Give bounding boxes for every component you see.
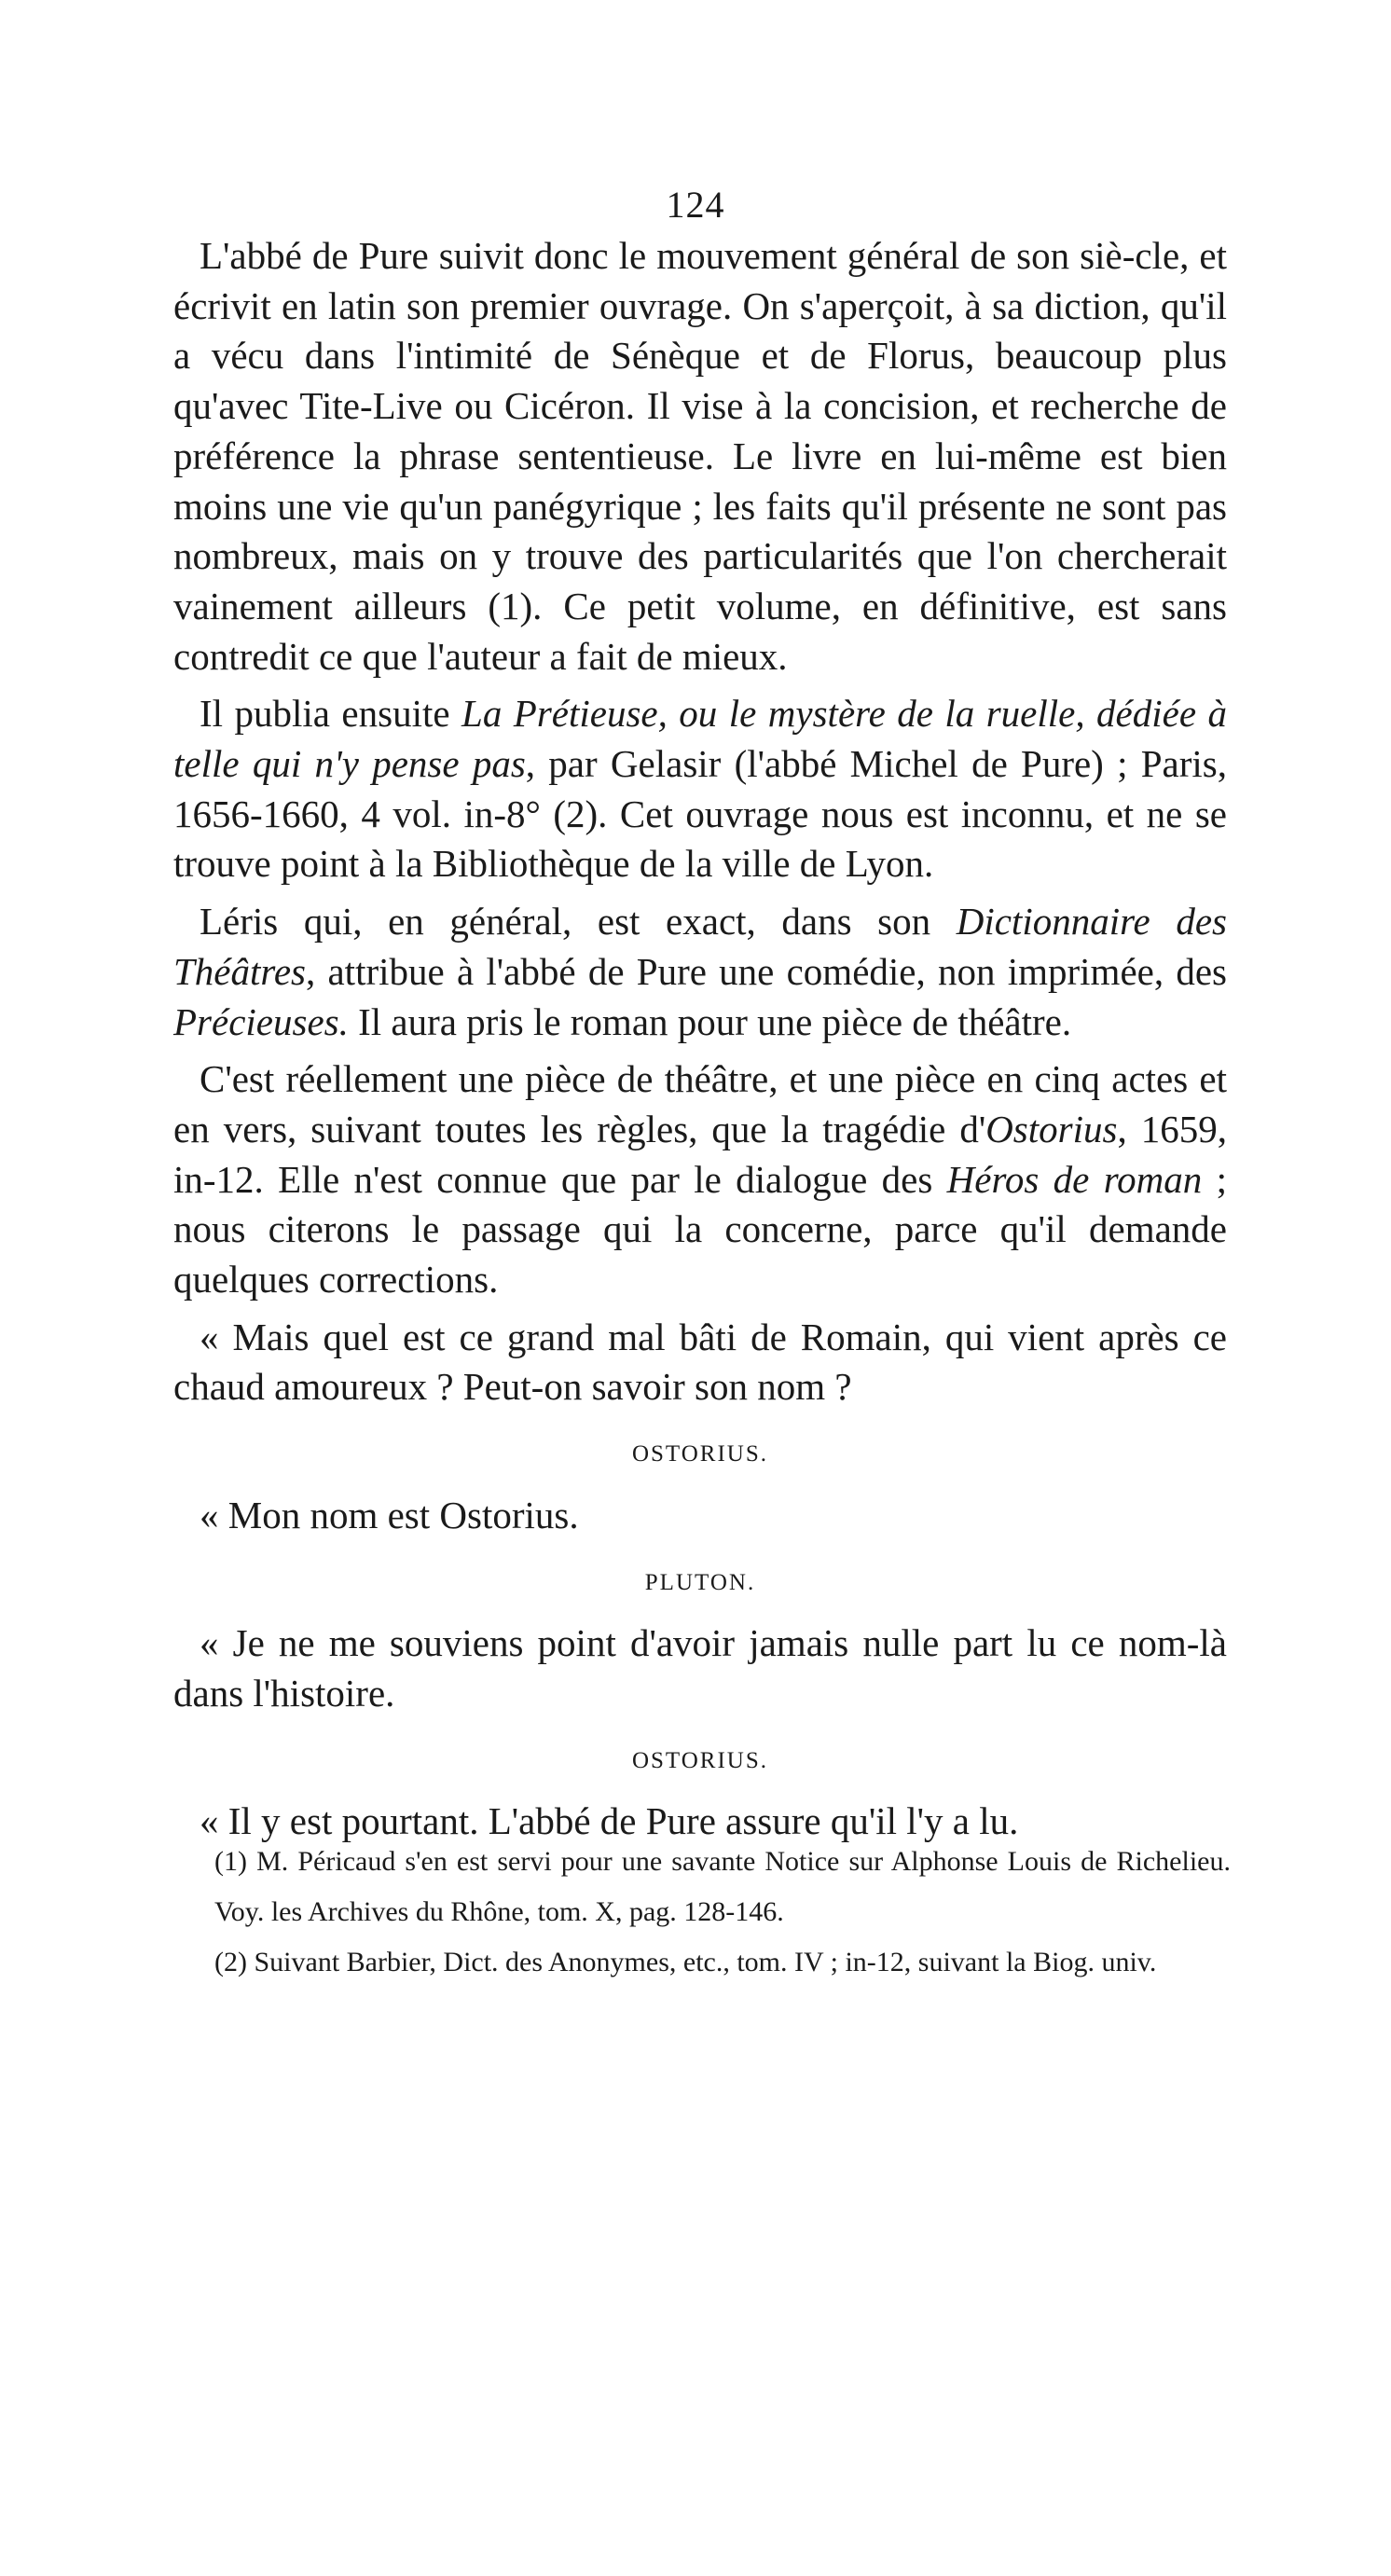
footnote-2: (2) Suivant Barbier, Dict. des Anonymes, etc., tom. IV ; in-12, suivant la Biog. univ. bbox=[214, 1947, 1157, 1977]
p3-text-mid: , attribue à l'abbé de Pure une comédie, non imprimée, des bbox=[305, 949, 1227, 993]
footnotes bbox=[214, 1837, 1231, 1988]
p3-text-after: Il aura pris le roman pour une pièce de théâtre. bbox=[348, 999, 1072, 1043]
p2-book-title: La Prétieuse, ou le mystère de la ruelle, dédiée à telle qui n'y pense pas bbox=[173, 692, 1227, 786]
speaker-pluton: PLUTON. bbox=[644, 1569, 756, 1595]
p2-text-before: Il publia ensuite bbox=[200, 692, 462, 736]
body-text bbox=[173, 231, 1227, 1854]
quote-4: « Il y est pourtant. L'abbé de Pure assure qu'il l'y a lu. bbox=[200, 1799, 1019, 1843]
quote-1: « Mais quel est ce grand mal bâti de Romain, qui vient après ce chaud amoureux ? Peut-on savoir son nom ? bbox=[173, 1315, 1227, 1409]
page-number: 124 bbox=[666, 184, 725, 226]
quote-3: « Je ne me souviens point d'avoir jamais nulle part lu ce nom-là dans l'histoire. bbox=[173, 1621, 1227, 1715]
paragraph-1: L'abbé de Pure suivit donc le mouvement général de son siè-cle, et écrivit en latin son premier ouvrage. On s'aperçoit, à sa diction, qu'il a vécu dans l'intimité de Sénèque et de Florus, beaucoup plus qu'avec Tite-Live ou Cicéron. Il vise à la concision, et recherche de préférence la phrase sententieuse. Le livre en lui-même est bien moins une vie qu'un panégyrique ; les faits qu'il présente ne sont pas nombreux, mais on y trouve des particularités que l'on chercherait vainement ailleurs (1). Ce petit volume, en définitive, est sans contredit ce que l'auteur a fait de mieux. bbox=[173, 234, 1227, 678]
footnote-1: (1) M. Péricaud s'en est servi pour une savante Notice sur Alphonse Louis de Richelieu. Voy. les Archives du Rhône, tom. X, pag. 128-146. bbox=[214, 1846, 1231, 1927]
speaker-ostorius-1: OSTORIUS. bbox=[631, 1441, 769, 1467]
p4-dialogue-title: Héros de roman bbox=[946, 1157, 1203, 1201]
p3-text-before: Léris qui, en général, est exact, dans son bbox=[200, 900, 957, 944]
paragraph-2 bbox=[173, 689, 1227, 889]
quote-2: « Mon nom est Ostorius. bbox=[200, 1493, 579, 1536]
p4-play-title: Ostorius bbox=[985, 1107, 1118, 1150]
p4-text-mid: , 1659, in-12. Elle n'est connue que par le dialogue des bbox=[173, 1107, 1227, 1201]
p3-play-title: Précieuses. bbox=[173, 999, 349, 1043]
p3-book-title: Dictionnaire des Théâtres bbox=[173, 900, 1227, 993]
p4-text-after: ; nous citerons le passage qui la concerne, parce qu'il demande quelques corrections. bbox=[173, 1157, 1227, 1302]
paragraph-3 bbox=[173, 897, 1227, 1047]
p2-text-after: , par Gelasir (l'abbé Michel de Pure) ; Paris, 1656-1660, 4 vol. in-8° (2). Cet ouvrage nous est inconnu, et ne se trouve point à la Bibliothèque de la ville de Lyon. bbox=[173, 742, 1228, 886]
speaker-ostorius-2: OSTORIUS. bbox=[631, 1747, 769, 1773]
p4-text-before: C'est réellement une pièce de théâtre, et une pièce en cinq actes et en vers, suivant toutes les règles, que la tragédie d' bbox=[173, 1057, 1227, 1150]
paragraph-4 bbox=[173, 1054, 1227, 1305]
